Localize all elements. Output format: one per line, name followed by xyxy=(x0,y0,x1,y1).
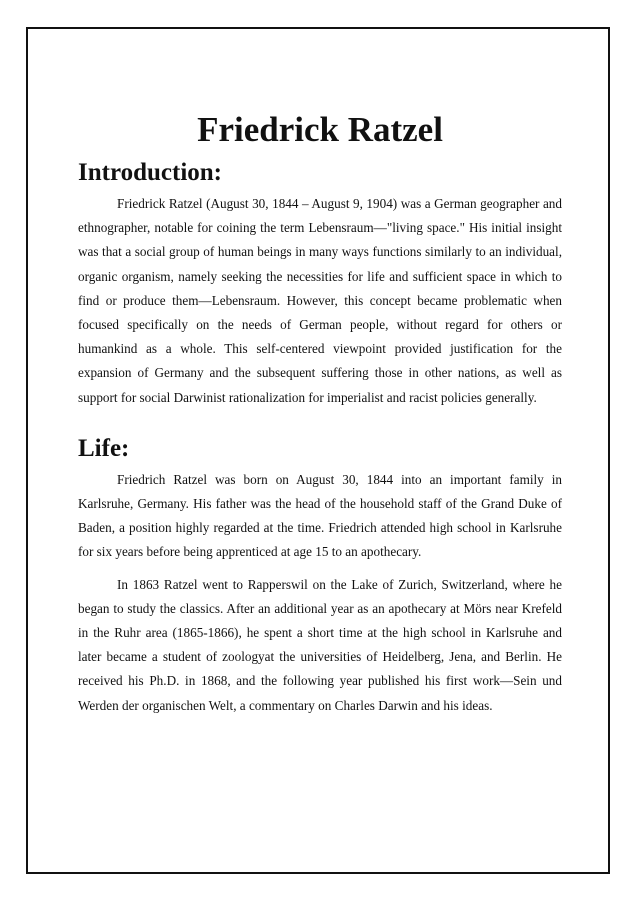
paragraph-spacer xyxy=(78,565,562,573)
life-paragraph-2: In 1863 Ratzel went to Rapperswil on the Lake of Zurich, Switzerland, where he began to study the classics. After an additional year as an apothecary at Mörs near Krefeld in the Ruhr area (1865-1866), he spent a short time at the high school in Karlsruhe and later became a student of zoologyat the universities of Heidelberg, Jena, and Berlin. He received his Ph.D. in 1868, and the following year published his first work—Sein und Werden der organischen Welt, a commentary on Charles Darwin and his ideas. xyxy=(78,576,562,713)
life-paragraph-1: Friedrich Ratzel was born on August 30, 1844 into an important family in Karlsruhe, Germany. His father was the head of the household staff of the Grand Duke of Baden, a position highly regarded at the time. Friedrich attended high school in Karlsruhe for six years before being apprenticed at age 15 to an apothecary. xyxy=(78,471,562,560)
section-heading-life: Life: xyxy=(78,434,130,462)
document-body xyxy=(78,108,562,718)
section-spacer xyxy=(78,410,562,434)
document-title: Friedrick Ratzel xyxy=(197,110,443,149)
introduction-paragraph: Friedrick Ratzel (August 30, 1844 – August 9, 1904) was a German geographer and ethnographer, notable for coining the term Lebensraum—"living space." His initial insight was that a social group of human beings in many ways functions similarly to an individual, organic organism, namely seeking the necessities for life and sufficient space in which to find or produce them—Lebensraum. However, this concept became problematic when focused specifically on the needs of German people, without regard for others or humankind as a whole. This self-centered viewpoint provided justification for the expansion of Germany and the subsequent suffering those in other nations, as well as support for social Darwinist rationalization for imperialist and racist policies generally. xyxy=(78,196,562,405)
section-heading-introduction: Introduction: xyxy=(78,159,223,186)
